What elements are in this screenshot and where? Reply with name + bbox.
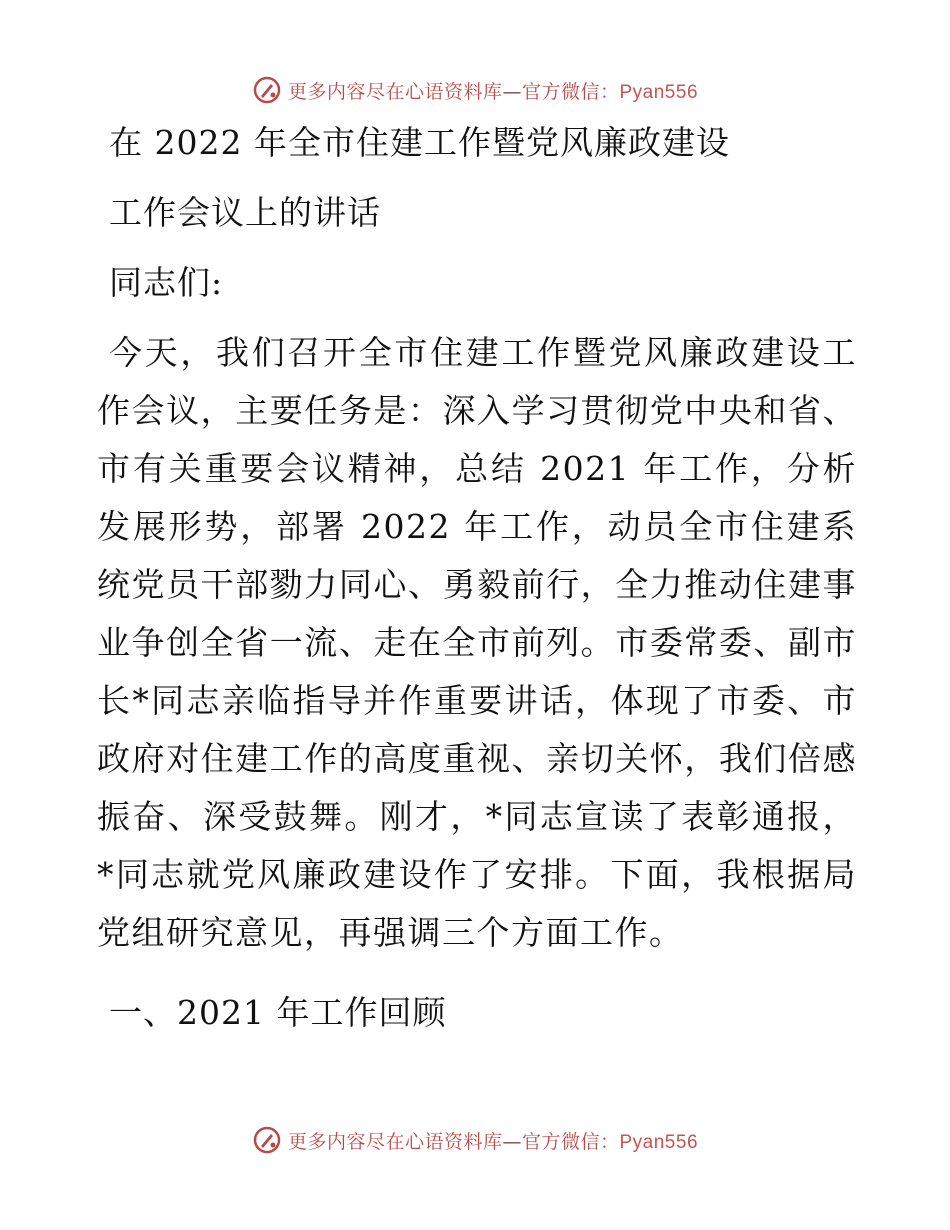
section-heading: 一、2021 年工作回顾 bbox=[109, 993, 447, 1032]
watermark-text: 更多内容尽在心语资料库—官方微信：Pyan556 bbox=[287, 1130, 699, 1153]
document-body bbox=[97, 120, 857, 1036]
watermark-logo-icon bbox=[252, 1125, 282, 1155]
watermark-text: 更多内容尽在心语资料库—官方微信：Pyan556 bbox=[287, 80, 699, 103]
document-title-line-2: 工作会议上的讲话 bbox=[109, 193, 381, 232]
salutation: 同志们: bbox=[109, 263, 224, 302]
footer-watermark bbox=[0, 1120, 950, 1160]
body-paragraph: 今天，我们召开全市住建工作暨党风廉政建设工作会议，主要任务是：深入学习贯彻党中央和省、市有关重要会议精神，总结 2021 年工作，分析发展形势，部署 2022 年工作，动员全市住建系统党员干部勠力同心、勇毅前行，全力推动住建事业争创全省一流、走在全市前列。市委常委、副市长*同志亲临指导并作重要讲话，体现了市委、市政府对住建工作的高度重视、亲切关怀，我们倍感振奋、深受鼓舞。刚才，*同志宣读了表彰通报，*同志就党风廉政建设作了安排。下面，我根据局党组研究意见，再强调三个方面工作。 bbox=[97, 333, 857, 952]
header-watermark bbox=[0, 70, 950, 110]
document-title-line-1: 在 2022 年全市住建工作暨党风廉政建设 bbox=[109, 123, 730, 162]
watermark-logo-icon bbox=[252, 75, 282, 105]
